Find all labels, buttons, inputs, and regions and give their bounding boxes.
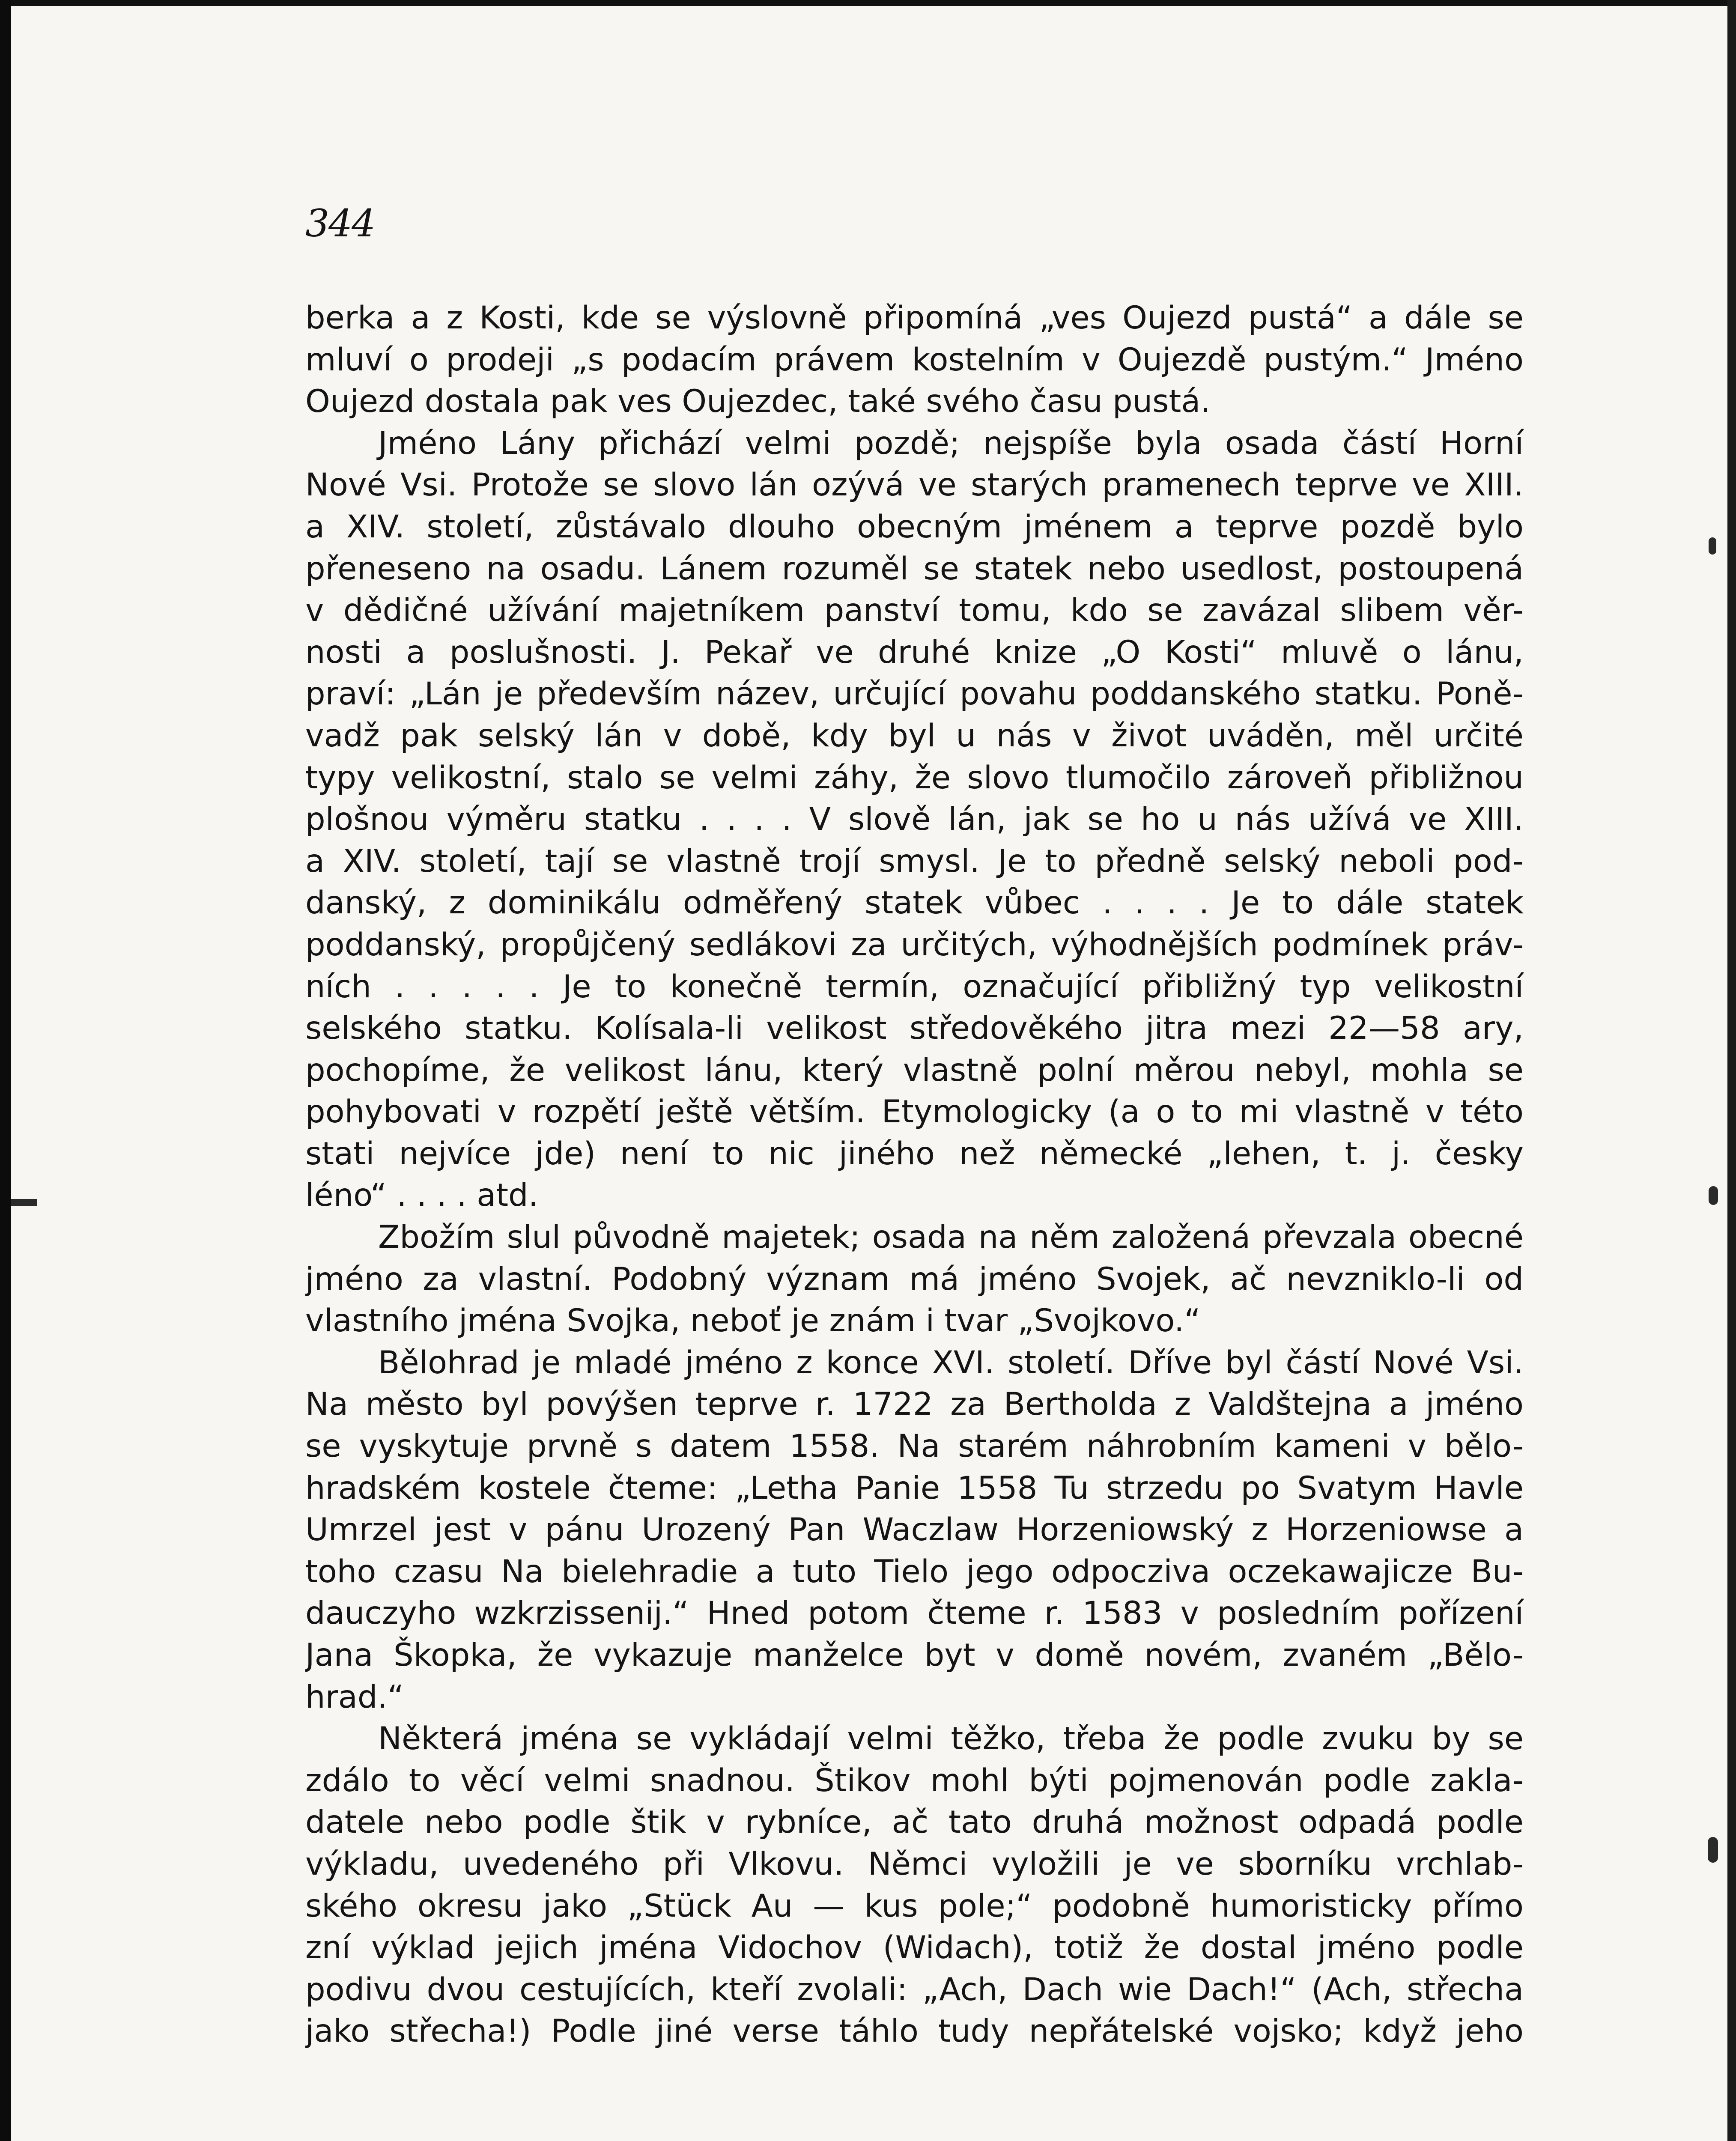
text-line: a XIV. století, tají se vlastně trojí smysl. Je to předně selský neboli pod- bbox=[305, 843, 1524, 880]
text-line: Některá jména se vykládají velmi těžko, třeba že podle zvuku by se bbox=[378, 1721, 1524, 1757]
text-line: hrad.“ bbox=[305, 1679, 404, 1715]
text-line: a XIV. století, zůstávalo dlouho obecným jménem a teprve pozdě bylo bbox=[305, 508, 1524, 545]
text-line: praví: „Lán je především název, určující povahu poddanského statku. Poně- bbox=[305, 676, 1524, 713]
text-line: mluví o prodeji „s podacím právem kostelním v Oujezdě pustým.“ Jméno bbox=[305, 341, 1524, 378]
text-line: typy velikostní, stalo se velmi záhy, že slovo tlumočilo zároveň přibližnou bbox=[305, 759, 1524, 796]
text-line: zní výklad jejich jména Vidochov (Widach), totiž že dostal jméno podle bbox=[305, 1929, 1524, 1966]
text-line: Nové Vsi. Protože se slovo lán ozývá ve starých pramenech teprve ve XIII. bbox=[305, 467, 1524, 504]
text-line: selského statku. Kolísala-li velikost středověkého jitra mezi 22—58 ary, bbox=[305, 1010, 1524, 1047]
text-line: plošnou výměru statku . . . . V slově lán, jak se ho u nás užívá ve XIII. bbox=[305, 801, 1524, 838]
text-line: Jméno Lány přichází velmi pozdě; nejspíše byla osada částí Horní bbox=[378, 425, 1524, 462]
text-line: se vyskytuje prvně s datem 1558. Na starém náhrobním kameni v bělo- bbox=[305, 1428, 1524, 1465]
text-line: výkladu, uvedeného při Vlkovu. Němci vyložili je ve sborníku vrchlab- bbox=[305, 1846, 1524, 1882]
text-line: pochopíme, že velikost lánu, který vlastně polní měrou nebyl, mohla se bbox=[305, 1052, 1524, 1088]
text-line: vadž pak selský lán v době, kdy byl u nás v život uváděn, měl určité bbox=[305, 717, 1524, 754]
scan-artifact bbox=[1709, 1186, 1718, 1205]
text-line: přeneseno na osadu. Lánem rozuměl se statek nebo usedlost, postoupená bbox=[305, 550, 1524, 587]
text-line: Zbožím slul původně majetek; osada na něm založená převzala obecné bbox=[378, 1219, 1524, 1256]
text-line: jméno za vlastní. Podobný význam má jméno Svojek, ač nevzniklo-li od bbox=[305, 1261, 1524, 1297]
text-line: podivu dvou cestujících, kteří zvolali: „Ach, Dach wie Dach!“ (Ach, střecha bbox=[305, 1971, 1524, 2008]
scan-artifact bbox=[1708, 1837, 1718, 1863]
text-line: Oujezd dostala pak ves Oujezdec, také svého času pustá. bbox=[305, 383, 1211, 420]
text-line: v dědičné užívání majetníkem panství tomu, kdo se zavázal slibem věr- bbox=[305, 592, 1524, 629]
scan-edge-left bbox=[0, 0, 11, 2141]
page-number: 344 bbox=[305, 201, 375, 245]
text-line: danský, z dominikálu odměřený statek vůbec . . . . Je to dále statek bbox=[305, 885, 1524, 921]
text-line: vlastního jména Svojka, neboť je znám i tvar „Svojkovo.“ bbox=[305, 1303, 1201, 1339]
text-line: ních . . . . . Je to konečně termín, označující přibližný typ velikostní bbox=[305, 968, 1524, 1005]
text-line: léno“ . . . . atd. bbox=[305, 1177, 539, 1214]
text-line: berka a z Kosti, kde se výslovně připomíná „ves Oujezd pustá“ a dále se bbox=[305, 300, 1524, 336]
scan-artifact bbox=[1709, 537, 1716, 555]
text-line: nosti a poslušnosti. J. Pekař ve druhé knize „O Kosti“ mluvě o lánu, bbox=[305, 634, 1524, 671]
text-line: poddanský, propůjčený sedlákovi za určitých, výhodnějších podmínek práv- bbox=[305, 926, 1524, 963]
text-line: Bělohrad je mladé jméno z konce XVI. století. Dříve byl částí Nové Vsi. bbox=[378, 1344, 1524, 1381]
text-line: zdálo to věcí velmi snadnou. Štikov mohl býti pojmenován podle zakla- bbox=[305, 1762, 1524, 1799]
text-line: ského okresu jako „Stück Au — kus pole;“ podobně humoristicky přímo bbox=[305, 1888, 1524, 1924]
text-line: Na město byl povýšen teprve r. 1722 za Bertholda z Valdštejna a jméno bbox=[305, 1386, 1524, 1423]
text-line: pohybovati v rozpětí ještě větším. Etymologicky (a o to mi vlastně v této bbox=[305, 1094, 1524, 1130]
text-line: datele nebo podle štik v rybníce, ač tato druhá možnost odpadá podle bbox=[305, 1804, 1524, 1841]
scan-edge-top bbox=[0, 0, 1736, 6]
text-line: stati nejvíce jde) není to nic jiného než německé „lehen, t. j. česky bbox=[305, 1135, 1524, 1172]
scan-artifact bbox=[11, 1199, 37, 1206]
scan-edge-right bbox=[1727, 0, 1736, 2141]
text-line: toho czasu Na bielehradie a tuto Tielo jego odpocziva oczekawajicze Bu- bbox=[305, 1553, 1524, 1590]
text-line: Jana Škopka, že vykazuje manželce byt v domě novém, zvaném „Bělo- bbox=[305, 1637, 1524, 1673]
text-line: jako střecha!) Podle jiné verse táhlo tudy nepřátelské vojsko; když jeho bbox=[305, 2013, 1524, 2050]
text-line: Umrzel jest v pánu Urozený Pan Waczlaw Horzeniowský z Horzeniowse a bbox=[305, 1512, 1524, 1548]
text-line: hradském kostele čteme: „Letha Panie 1558 Tu strzedu po Svatym Havle bbox=[305, 1470, 1524, 1506]
body-text bbox=[305, 297, 1524, 2052]
text-line: dauczyho wzkrzissenij.“ Hned potom čteme r. 1583 v posledním pořízení bbox=[305, 1595, 1524, 1632]
